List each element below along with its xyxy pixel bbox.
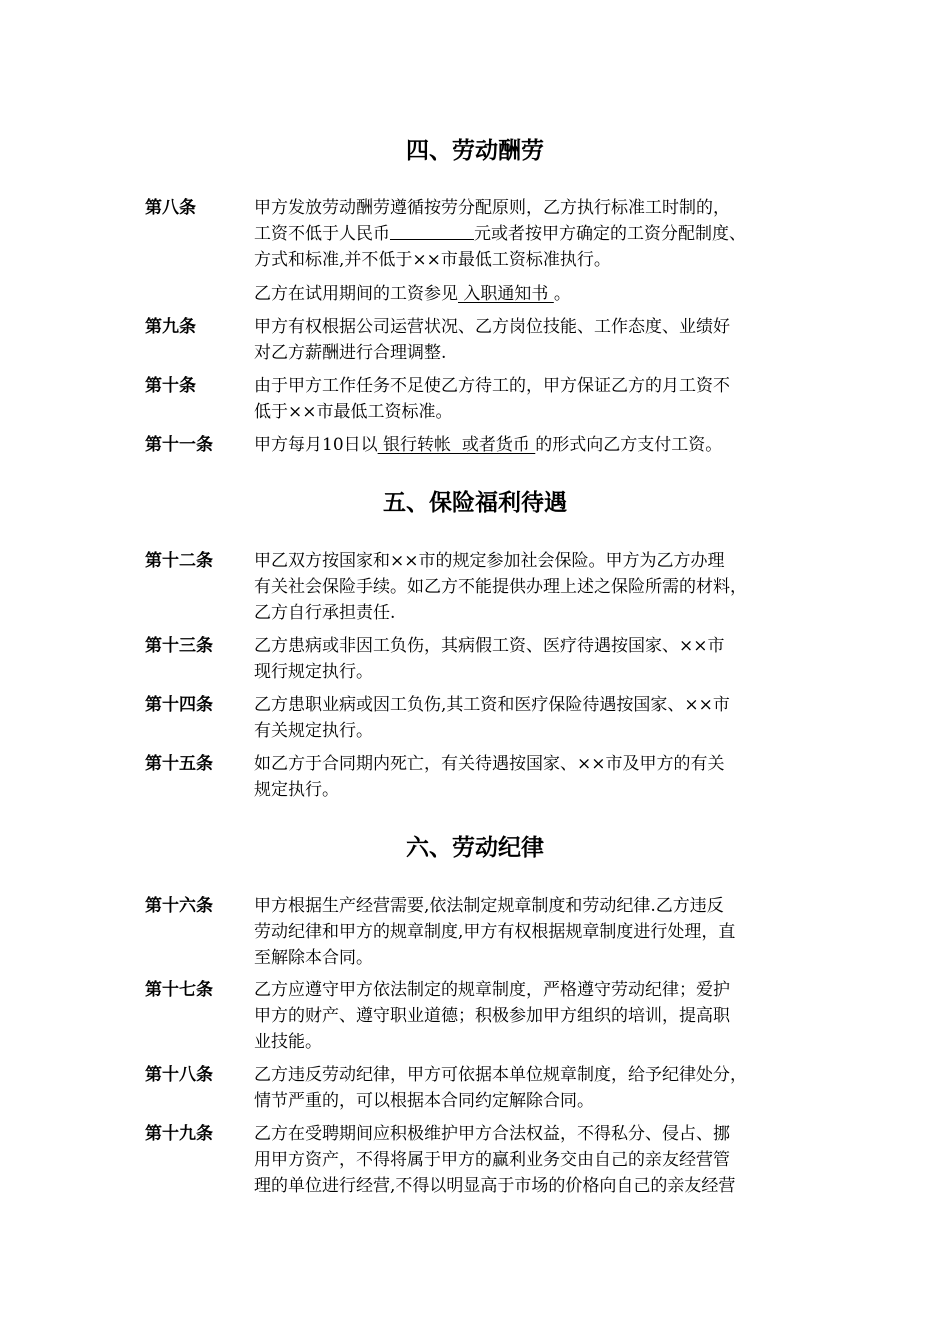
article-line: 低于××市最低工资标准。 <box>254 402 453 422</box>
article-line <box>254 281 806 307</box>
article-body <box>254 314 806 366</box>
article-label: 第十五条 <box>145 754 213 774</box>
article-body <box>254 373 806 425</box>
article-label: 第十八条 <box>145 1065 213 1085</box>
article-line: 乙方应遵守甲方依法制定的规章制度，严格遵守劳动纪律；爱护 <box>254 980 730 1000</box>
article-body <box>254 751 806 803</box>
article-line: 乙方患职业病或因工负伤,其工资和医疗保险待遇按国家、××市 <box>254 695 730 715</box>
article-label: 第十二条 <box>145 551 213 571</box>
article-body <box>254 893 806 971</box>
article-label: 第十七条 <box>145 980 213 1000</box>
article-line: 有关社会保险手续。如乙方不能提供办理上述之保险所需的材料， <box>254 577 747 597</box>
article-body <box>254 281 806 307</box>
article-label: 第十四条 <box>145 695 213 715</box>
article-body <box>254 692 806 744</box>
article-label: 第十条 <box>145 376 196 396</box>
article-label: 第九条 <box>145 317 196 337</box>
article-line: 有关规定执行。 <box>254 721 373 741</box>
payment-method: 银行转帐 或者货币 <box>377 435 536 455</box>
article-line: 用甲方资产，不得将属于甲方的赢利业务交由自己的亲友经营管 <box>254 1150 730 1170</box>
section-heading-remuneration: 四、劳动酬劳 <box>406 138 544 164</box>
article-line: 业技能。 <box>254 1032 322 1052</box>
salary-amount-blank <box>390 221 474 240</box>
article-line: 甲乙双方按国家和××市的规定参加社会保险。甲方为乙方办理 <box>254 551 725 571</box>
section-heading-discipline: 六、劳动纪律 <box>406 835 544 861</box>
article-line: 乙方在受聘期间应积极维护甲方合法权益，不得私分、侵占、挪 <box>254 1124 730 1144</box>
article-line: 甲方的财产、遵守职业道德；积极参加甲方组织的培训，提高职 <box>254 1006 730 1026</box>
line-text: 元或者按甲方确定的工资分配制度、 <box>474 224 746 244</box>
article-line: 劳动纪律和甲方的规章制度,甲方有权根据规章制度进行处理，直 <box>254 922 736 942</box>
article-line: 对乙方薪酬进行合理调整. <box>254 343 447 363</box>
line-text: 乙方在试用期间的工资参见 <box>254 284 458 304</box>
line-text: 的形式向乙方支付工资。 <box>535 435 723 455</box>
article-label: 第八条 <box>145 198 196 218</box>
article-label: 第十六条 <box>145 896 213 916</box>
article-line: 乙方违反劳动纪律，甲方可依据本单位规章制度，给予纪律处分， <box>254 1065 747 1085</box>
article-line: 情节严重的，可以根据本合同约定解除合同。 <box>254 1091 594 1111</box>
article-body <box>254 432 806 458</box>
article-line: 至解除本合同。 <box>254 948 373 968</box>
offer-letter-reference: 入职通知书 <box>458 284 554 304</box>
article-line: 规定执行。 <box>254 780 339 800</box>
article-label: 第十三条 <box>145 636 213 656</box>
article-line: 如乙方于合同期内死亡，有关待遇按国家、××市及甲方的有关 <box>254 754 725 774</box>
article-body <box>254 195 806 273</box>
article-line: 理的单位进行经营,不得以明显高于市场的价格向自己的亲友经营 <box>254 1176 736 1196</box>
article-body <box>254 548 806 626</box>
article-label: 第十九条 <box>145 1124 213 1144</box>
article-line: 甲方发放劳动酬劳遵循按劳分配原则，乙方执行标准工时制的， <box>254 198 730 218</box>
article-body <box>254 1121 806 1199</box>
article-line: 甲方有权根据公司运营状况、乙方岗位技能、工作态度、业绩好 <box>254 317 730 337</box>
article-line <box>254 432 806 458</box>
article-line: 由于甲方工作任务不足使乙方待工的，甲方保证乙方的月工资不 <box>254 376 730 396</box>
article-label: 第十一条 <box>145 435 213 455</box>
article-body <box>254 633 806 685</box>
line-text: 甲方每月10日以 <box>254 435 378 455</box>
line-text: 工资不低于人民币 <box>254 224 390 244</box>
line-text: 。 <box>553 284 571 304</box>
section-heading-insurance: 五、保险福利待遇 <box>383 490 567 516</box>
article-line <box>254 221 806 247</box>
article-line: 乙方自行承担责任. <box>254 603 396 623</box>
article-body <box>254 1062 806 1114</box>
article-line: 现行规定执行。 <box>254 662 373 682</box>
article-line: 甲方根据生产经营需要,依法制定规章制度和劳动纪律.乙方违反 <box>254 896 724 916</box>
article-line: 方式和标准,并不低于××市最低工资标准执行。 <box>254 250 611 270</box>
article-line: 乙方患病或非因工负伤，其病假工资、医疗待遇按国家、××市 <box>254 636 725 656</box>
article-body <box>254 977 806 1055</box>
